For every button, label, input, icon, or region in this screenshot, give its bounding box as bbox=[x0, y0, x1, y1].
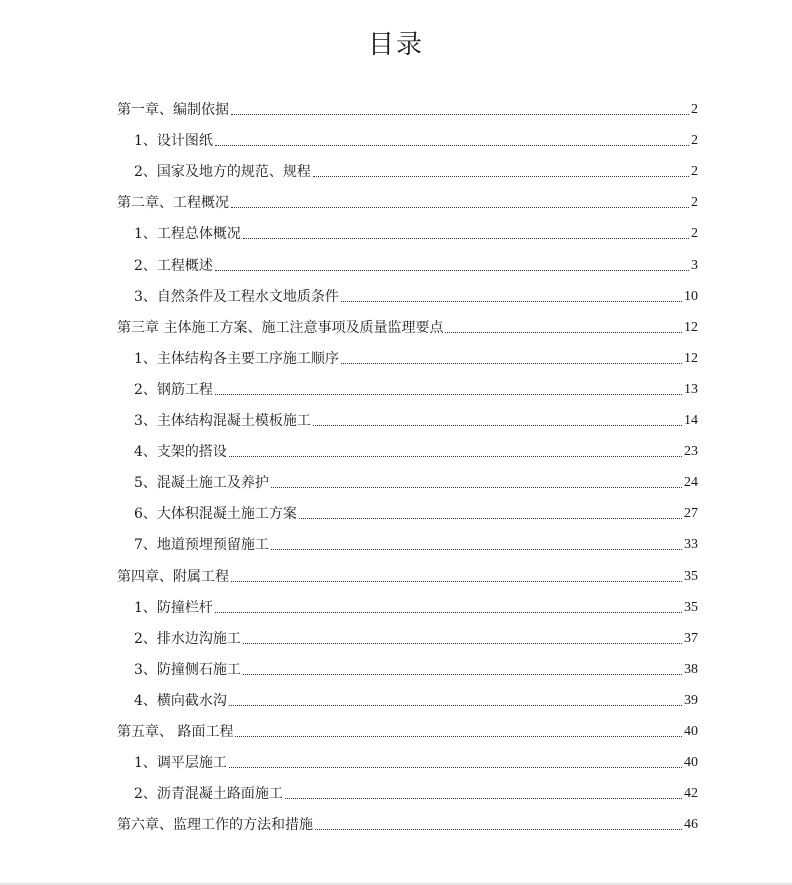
toc-page-number: 23 bbox=[684, 444, 698, 459]
toc-section-entry[interactable] bbox=[134, 532, 698, 554]
toc-section-entry[interactable] bbox=[134, 626, 698, 648]
toc-dot-leader bbox=[215, 611, 682, 613]
toc-page-number: 12 bbox=[684, 320, 698, 335]
toc-section-entry[interactable] bbox=[134, 408, 698, 430]
toc-entry-label: 第四章、附属工程 bbox=[117, 569, 229, 585]
toc-dot-leader bbox=[445, 331, 682, 333]
toc-page-number: 40 bbox=[684, 755, 698, 770]
toc-entry-label: 6、大体积混凝土施工方案 bbox=[134, 506, 297, 522]
toc-page-number: 2 bbox=[691, 226, 698, 241]
toc-page-number: 10 bbox=[684, 289, 698, 304]
toc-dot-leader bbox=[243, 673, 682, 675]
toc-chapter-entry[interactable] bbox=[117, 315, 698, 337]
toc-chapter-entry[interactable] bbox=[117, 812, 698, 834]
toc-section-entry[interactable] bbox=[134, 253, 698, 275]
toc-dot-leader bbox=[235, 735, 682, 737]
toc-page-number: 37 bbox=[684, 631, 698, 646]
toc-entry-label: 4、支架的搭设 bbox=[134, 444, 227, 460]
toc-page-number: 40 bbox=[684, 724, 698, 739]
toc-section-entry[interactable] bbox=[134, 688, 698, 710]
toc-dot-leader bbox=[313, 175, 689, 177]
toc-chapter-entry[interactable] bbox=[117, 97, 698, 119]
toc-section-entry[interactable] bbox=[134, 470, 698, 492]
toc-dot-leader bbox=[299, 517, 682, 519]
toc-entry-label: 2、沥青混凝土路面施工 bbox=[134, 786, 283, 802]
toc-dot-leader bbox=[243, 237, 689, 239]
toc-dot-leader bbox=[215, 269, 689, 271]
toc-entry-label: 1、调平层施工 bbox=[134, 755, 227, 771]
toc-section-entry[interactable] bbox=[134, 501, 698, 523]
toc-page-number: 13 bbox=[684, 382, 698, 397]
toc-dot-leader bbox=[231, 206, 689, 208]
toc-page-number: 42 bbox=[684, 786, 698, 801]
toc-dot-leader bbox=[271, 548, 682, 550]
toc-dot-leader bbox=[315, 828, 682, 830]
toc-section-entry[interactable] bbox=[134, 128, 698, 150]
toc-entry-label: 1、工程总体概况 bbox=[134, 226, 241, 242]
toc-dot-leader bbox=[341, 362, 682, 364]
page-title: 目录 bbox=[367, 30, 424, 60]
toc-page-number: 14 bbox=[684, 413, 698, 428]
toc-page-number: 35 bbox=[684, 600, 698, 615]
toc-section-entry[interactable] bbox=[134, 595, 698, 617]
toc-chapter-entry[interactable] bbox=[117, 719, 698, 741]
toc-section-entry[interactable] bbox=[134, 221, 698, 243]
toc-entry-label: 2、国家及地方的规范、规程 bbox=[134, 164, 311, 180]
toc-page-number: 27 bbox=[684, 506, 698, 521]
toc-entry-label: 第三章 主体施工方案、施工注意事项及质量监理要点 bbox=[117, 320, 444, 336]
toc-dot-leader bbox=[229, 766, 682, 768]
toc-dot-leader bbox=[231, 113, 689, 115]
toc-page-number: 38 bbox=[684, 662, 698, 677]
toc-entry-label: 2、工程概述 bbox=[134, 258, 213, 274]
toc-entry-label: 第六章、监理工作的方法和措施 bbox=[117, 817, 313, 833]
toc-dot-leader bbox=[215, 393, 682, 395]
toc-entry-label: 第二章、工程概况 bbox=[117, 195, 229, 211]
toc-section-entry[interactable] bbox=[134, 377, 698, 399]
toc-page-number: 2 bbox=[691, 195, 698, 210]
toc-dot-leader bbox=[231, 580, 682, 582]
toc-dot-leader bbox=[271, 486, 682, 488]
toc-entry-label: 2、排水边沟施工 bbox=[134, 631, 241, 647]
toc-entry-label: 1、防撞栏杆 bbox=[134, 600, 213, 616]
toc-entry-label: 5、混凝土施工及养护 bbox=[134, 475, 269, 491]
toc-dot-leader bbox=[341, 300, 682, 302]
toc-entry-label: 2、钢筋工程 bbox=[134, 382, 213, 398]
toc-entry-label: 1、主体结构各主要工序施工顺序 bbox=[134, 351, 339, 367]
toc-page-number: 39 bbox=[684, 693, 698, 708]
toc-entry-label: 1、设计图纸 bbox=[134, 133, 213, 149]
toc-dot-leader bbox=[215, 144, 689, 146]
toc-entry-label: 3、防撞侧石施工 bbox=[134, 662, 241, 678]
toc-dot-leader bbox=[243, 642, 682, 644]
toc-page-number: 2 bbox=[691, 133, 698, 148]
toc-page-number: 33 bbox=[684, 537, 698, 552]
toc-entry-label: 第五章、 路面工程 bbox=[117, 724, 234, 740]
toc-page-number: 46 bbox=[684, 817, 698, 832]
toc-dot-leader bbox=[229, 704, 682, 706]
toc-page-number: 12 bbox=[684, 351, 698, 366]
toc-page-number: 2 bbox=[691, 102, 698, 117]
toc-entry-label: 3、主体结构混凝土模板施工 bbox=[134, 413, 311, 429]
toc-entry-label: 7、地道预埋预留施工 bbox=[134, 537, 269, 553]
toc-entry-label: 3、自然条件及工程水文地质条件 bbox=[134, 289, 339, 305]
toc-dot-leader bbox=[229, 455, 682, 457]
toc-section-entry[interactable] bbox=[134, 439, 698, 461]
toc-page-number: 3 bbox=[691, 258, 698, 273]
toc-entry-label: 4、横向截水沟 bbox=[134, 693, 227, 709]
toc-section-entry[interactable] bbox=[134, 284, 698, 306]
toc-chapter-entry[interactable] bbox=[117, 190, 698, 212]
toc-entry-label: 第一章、编制依据 bbox=[117, 102, 229, 118]
toc-section-entry[interactable] bbox=[134, 750, 698, 772]
toc-page-number: 35 bbox=[684, 569, 698, 584]
toc-section-entry[interactable] bbox=[134, 781, 698, 803]
toc-page-number: 2 bbox=[691, 164, 698, 179]
toc-section-entry[interactable] bbox=[134, 657, 698, 679]
toc-page-number: 24 bbox=[684, 475, 698, 490]
toc-section-entry[interactable] bbox=[134, 346, 698, 368]
toc-dot-leader bbox=[313, 424, 682, 426]
toc-chapter-entry[interactable] bbox=[117, 564, 698, 586]
toc-dot-leader bbox=[285, 797, 682, 799]
toc-section-entry[interactable] bbox=[134, 159, 698, 181]
